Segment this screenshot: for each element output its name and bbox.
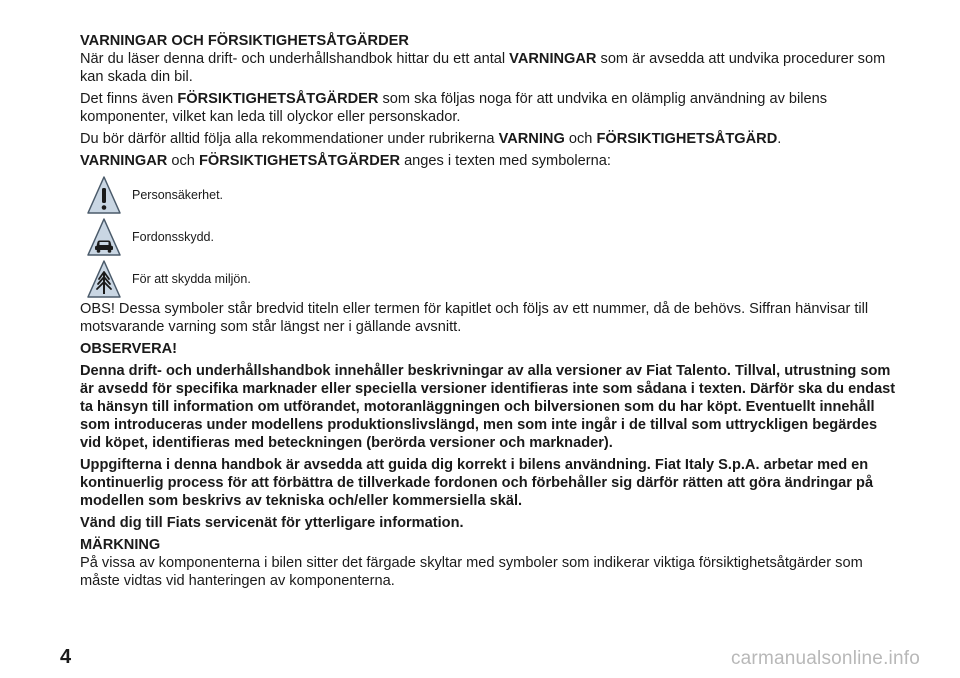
- text: .: [777, 131, 782, 147]
- paragraph-symbols-intro: [80, 152, 900, 170]
- observera-section: [80, 340, 900, 532]
- observera-paragraph-3: Vänd dig till Fiats servicenät för ytterligare information.: [80, 515, 464, 531]
- observera-paragraph-2: Uppgifterna i denna handbok är avsedda att guida dig korrekt i bilens användning. Fiat Italy S.p.A. arbetar med en kontinuerlig process för att förbättra de tillverkade fordonen och förbehåller sig därför rätten att göra ändringar på modellen som beskrivs av tekniska och/eller kommersiella skäl.: [80, 457, 874, 509]
- text: Du bör därför alltid följa alla rekommendationer under rubrikerna: [80, 131, 499, 147]
- symbol-personal-safety: [86, 174, 900, 216]
- symbol-environment: [86, 258, 900, 300]
- markning-heading: MÄRKNING: [80, 537, 161, 553]
- section-heading: VARNINGAR OCH FÖRSIKTIGHETSÅTGÄRDER: [80, 33, 409, 49]
- observera-heading: OBSERVERA!: [80, 341, 178, 357]
- bold-term: VARNING: [498, 131, 565, 147]
- document-body: [80, 32, 900, 594]
- text: och: [564, 131, 597, 147]
- watermark: carmanualsonline.info: [730, 648, 920, 669]
- text: Det finns även: [80, 91, 178, 107]
- page-number: 4: [60, 646, 72, 668]
- exclamation-warning-icon: [86, 175, 122, 215]
- bold-term: FÖRSIKTIGHETSÅTGÄRDER: [177, 91, 379, 107]
- text: anges i texten med symbolerna:: [400, 153, 611, 169]
- text: När du läser denna drift- och underhållshandbok hittar du ett antal: [80, 51, 510, 67]
- text: och: [167, 153, 199, 169]
- bold-term: VARNINGAR: [80, 153, 168, 169]
- observera-paragraph-1: Denna drift- och underhållshandbok innehåller beskrivningar av alla versioner av Fiat Talento. Tillval, utrustning som är avsedd för specifika marknader eller speciella versioner identifieras inte som sådana i texten. Därför ska du endast ta hänsyn till information om utförandet, motoranläggningen och bilversionen som du har köpt. Eventuellt innehåll som introduceras under modellens produktionslivslängd, men som inte ingår i de tillval som uttryckligen begärdes vid köpet, identifieras med beteckningen (berörda versioner och marknader).: [80, 363, 896, 451]
- tree-environment-icon: [86, 259, 122, 299]
- bold-term: VARNINGAR: [509, 51, 597, 67]
- car-protection-icon: [86, 217, 122, 257]
- text: som ska följas noga för att undvika en olämplig användning av bilens komponenter, vilket kan leda till olyckor eller personskador.: [80, 91, 828, 125]
- bold-term: FÖRSIKTIGHETSÅTGÄRDER: [198, 153, 401, 169]
- paragraph-precautions: [80, 90, 900, 126]
- symbol-label: För att skydda miljön.: [132, 272, 251, 286]
- paragraph-warnings: [80, 50, 900, 86]
- text: som är avsedda att undvika procedurer som kan skada din bil.: [80, 51, 886, 85]
- symbol-label: Fordonsskydd.: [132, 230, 214, 244]
- symbol-label: Personsäkerhet.: [132, 188, 224, 202]
- paragraph-recommendations: [80, 130, 900, 148]
- paragraph-obs: OBS! Dessa symboler står bredvid titeln eller termen för kapitlet och följs av ett nummer, då de behövs. Siffran hänvisar till motsvarande varning som står längst ner i gällande avsnitt.: [80, 301, 869, 335]
- bold-term: FÖRSIKTIGHETSÅTGÄRD: [596, 131, 778, 147]
- symbol-vehicle-protection: [86, 216, 900, 258]
- markning-paragraph: På vissa av komponenterna i bilen sitter det färgade skyltar med symboler som indikerar viktiga försiktighetsåtgärder som måste vidtas vid hanteringen av komponenterna.: [80, 555, 863, 589]
